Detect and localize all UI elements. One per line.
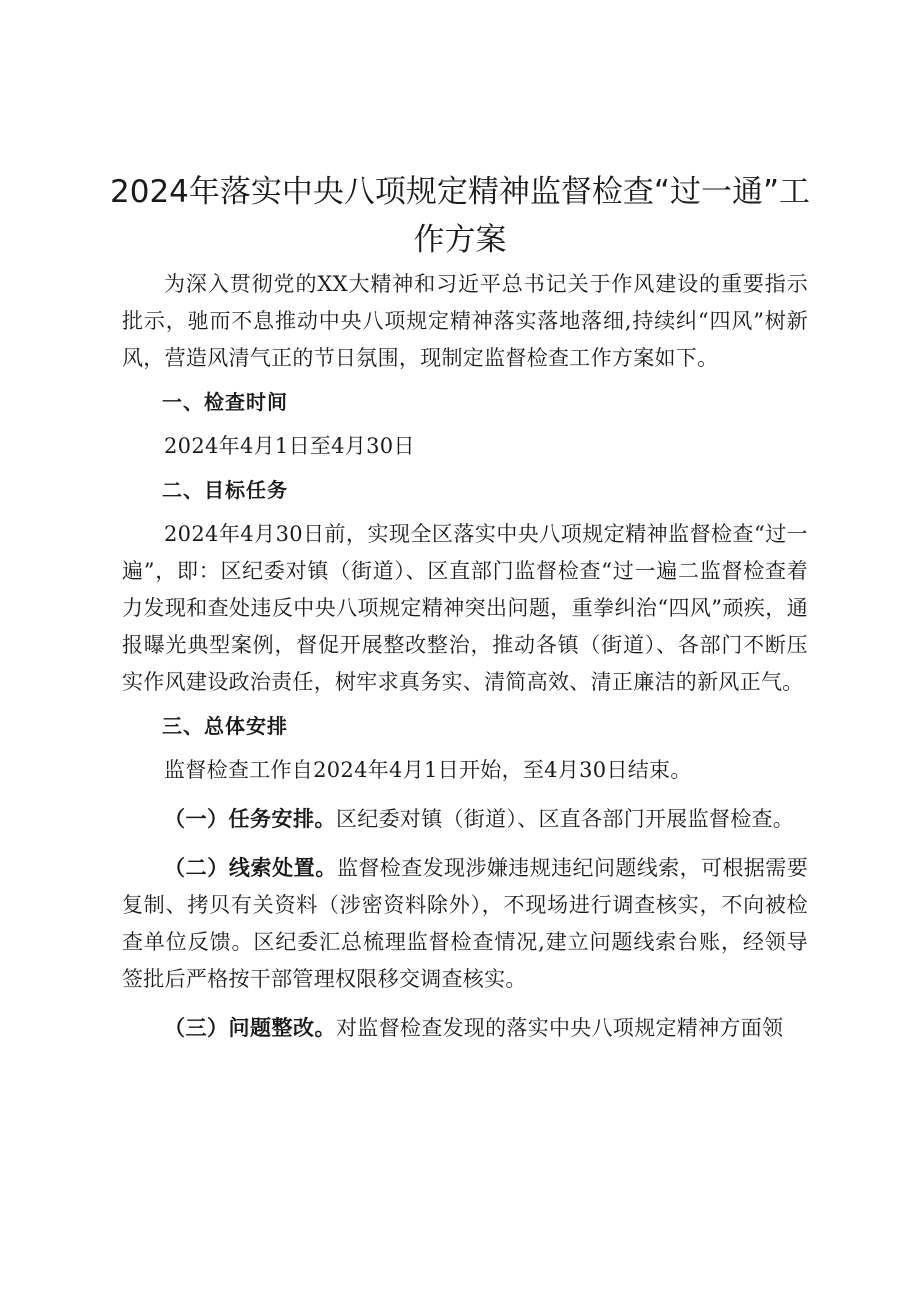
inspection-time-text: 2024年4月1日至4月30日 (164, 434, 415, 458)
item-task-arrangement (122, 801, 808, 838)
item-lead-clue-handling: （二）线索处置。 (164, 856, 337, 880)
item-text-rectification: 对监督检查发现的落实中央八项规定精神方面领 (336, 1016, 784, 1040)
intro-paragraph: 为深入贯彻党的XX大精神和习近平总书记关于作风建设的重要指示批示，驰而不息推动中央八项规定精神落实落地落细,持续纠“四风”树新风，营造风清气正的节日氛围，现制定监督检查工作方案如下。 (122, 272, 808, 370)
document-body (122, 266, 808, 1054)
item-text-clue-handling: 监督检查发现涉嫌违规违纪问题线索，可根据需要复制、拷贝有关资料（涉密资料除外），不现场进行调查核实，不向被检查单位反馈。区纪委汇总梳理监督检查情况,建立问题线索台账，经领导签批后严格按干部管理权限移交调查核实。 (122, 856, 808, 991)
overall-arrangement-text: 监督检查工作自2024年4月1日开始，至4月30日结束。 (164, 758, 692, 782)
item-clue-handling (122, 850, 808, 998)
item-text-task-arrangement: 区纪委对镇（街道）、区直各部门开展监督检查。 (336, 807, 795, 831)
item-lead-task-arrangement: （一）任务安排。 (164, 807, 336, 831)
item-lead-rectification: （三）问题整改。 (164, 1016, 336, 1040)
item-rectification (122, 1010, 808, 1047)
document-title: 2024年落实中央八项规定精神监督检查“过一通”工作方案 (110, 174, 811, 258)
section-heading-goals: 二、目标任务 (162, 478, 288, 502)
goals-paragraph: 2024年4月30日前，实现全区落实中央八项规定精神监督检查“过一遍”，即：区纪委对镇（街道）、区直部门监督检查“过一遍二监督检查着力发现和查处违反中央八项规定精神突出问题，重拳纠治“四风”顽疾，通报曝光典型案例，督促开展整改整治，推动各镇（街道）、各部门不断压实作风建设政治责任，树牢求真务实、清简高效、清正廉洁的新风正气。 (122, 522, 808, 694)
section-heading-overall-arrangement: 三、总体安排 (162, 714, 288, 738)
section-heading-inspection-time: 一、检查时间 (162, 390, 288, 414)
